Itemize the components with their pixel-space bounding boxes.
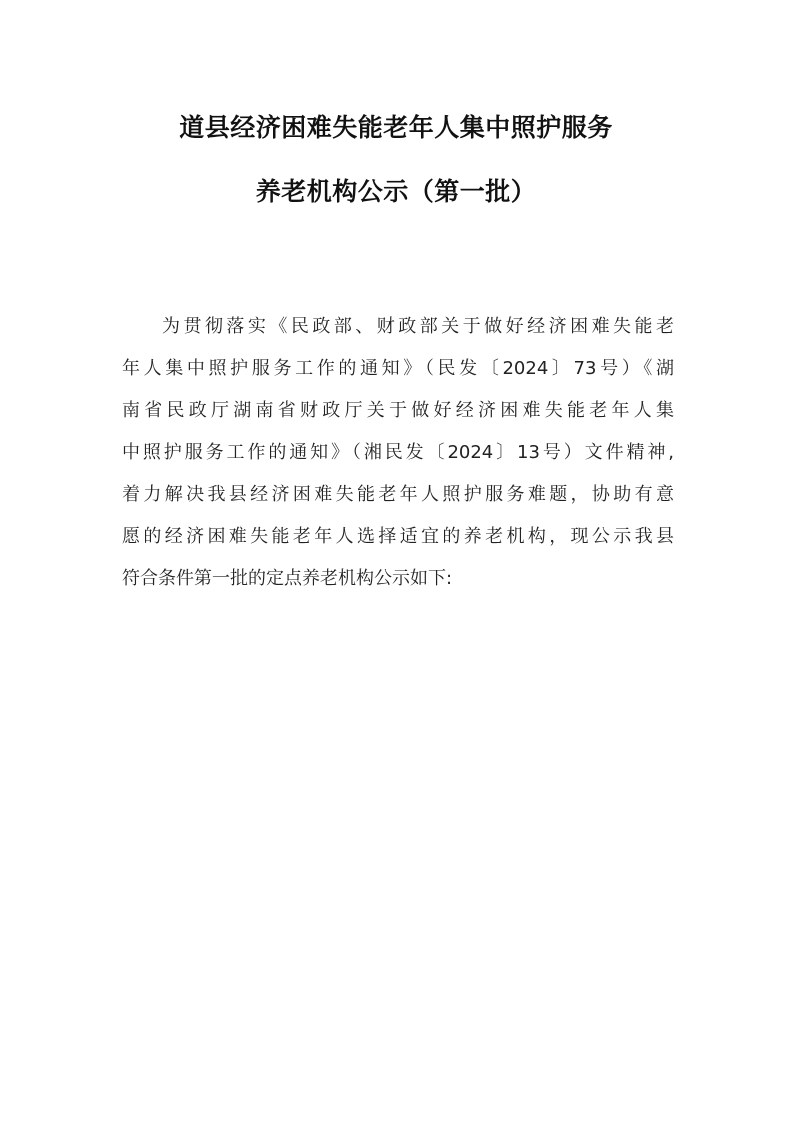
body-line: 着力解决我县经济困难失能老年人照护服务难题，协助有意 [122, 484, 674, 505]
body-line: 符合条件第一批的定点养老机构公示如下: [122, 568, 453, 589]
body-line: 中照护服务工作的通知》（湘民发〔2024〕13号）文件精神, [122, 442, 674, 463]
document-title-line-1: 道县经济困难失能老年人集中照护服务 [179, 113, 613, 142]
document-body [122, 306, 674, 600]
document-title-line-2: 养老机构公示（第一批） [255, 177, 537, 206]
body-line: 为贯彻落实《民政部、财政部关于做好经济困难失能老 [162, 316, 674, 337]
body-line: 年人集中照护服务工作的通知》（民发〔2024〕73号）《湖 [122, 358, 674, 379]
body-line: 南省民政厅湖南省财政厅关于做好经济困难失能老年人集 [122, 400, 674, 421]
body-line: 愿的经济困难失能老年人选择适宜的养老机构，现公示我县 [122, 526, 674, 547]
